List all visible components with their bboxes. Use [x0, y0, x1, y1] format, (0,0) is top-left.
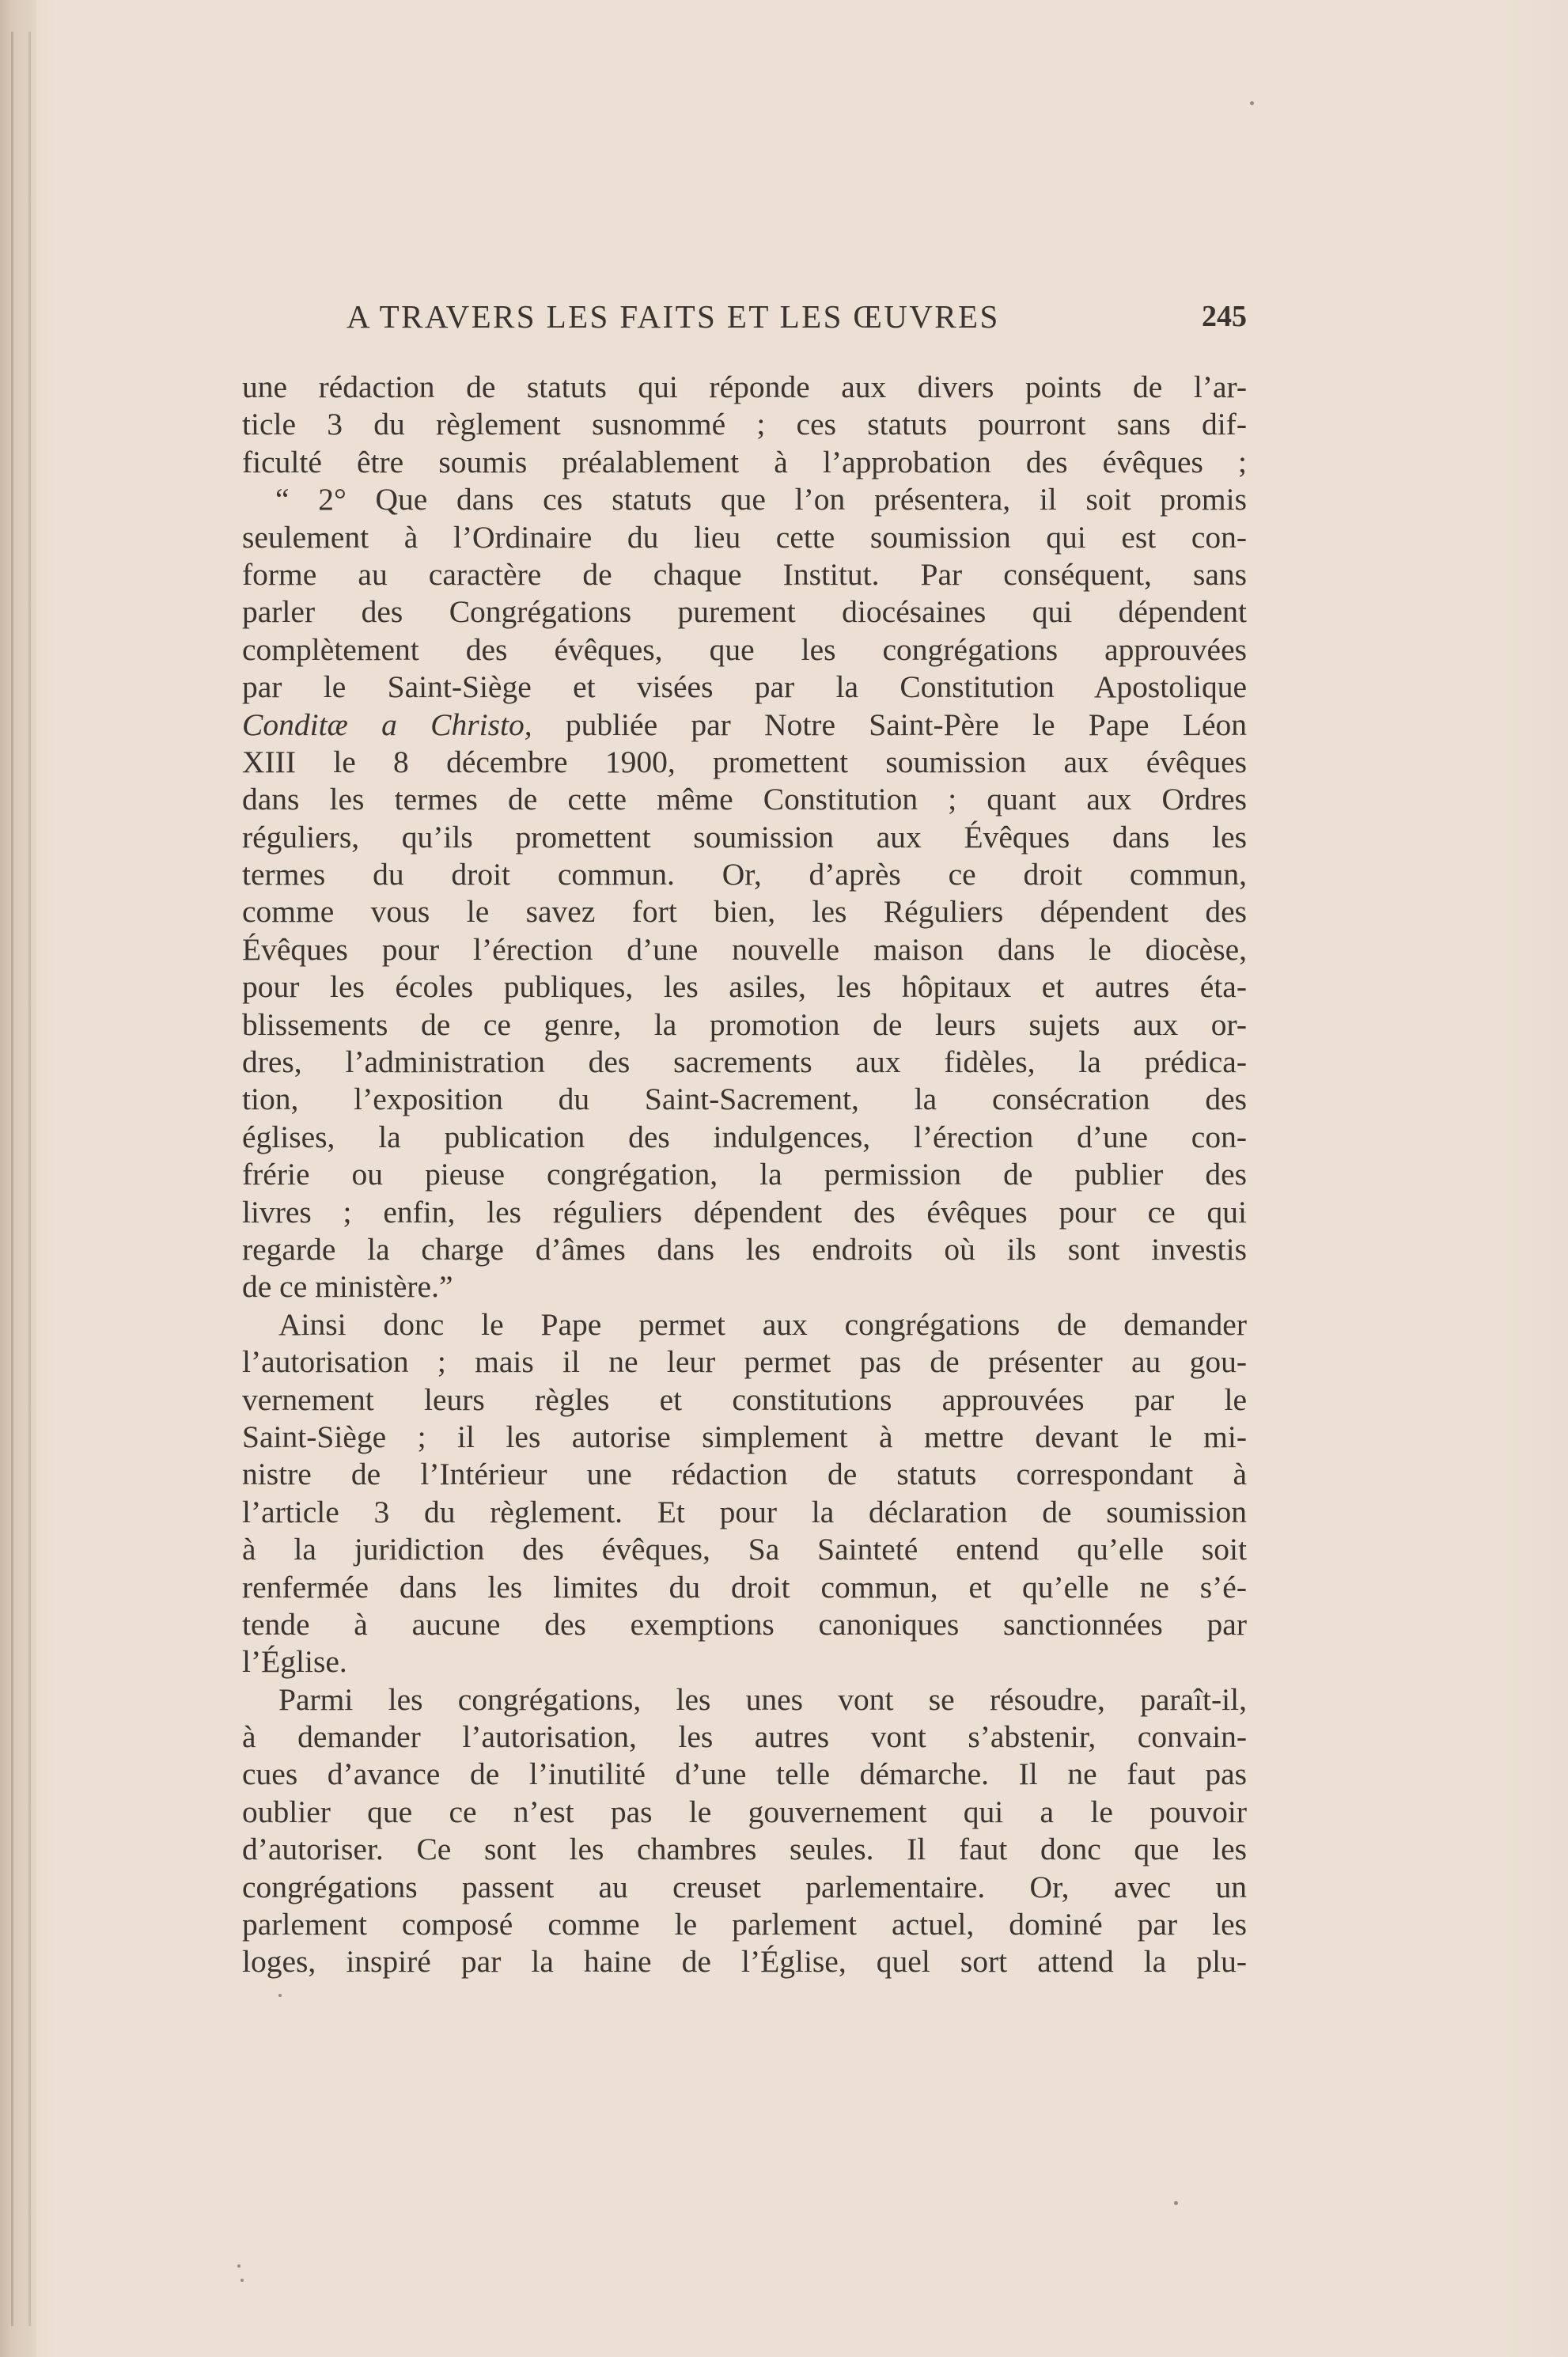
text-line: seulement à l’Ordinaire du lieu cette soumission qui est con-: [242, 519, 1247, 555]
text-line: par le Saint-Siège et visées par la Constitution Apostolique: [242, 669, 1247, 705]
text-line: pour les écoles publiques, les asiles, les hôpitaux et autres éta-: [242, 969, 1247, 1005]
paper-speck: [278, 1994, 282, 1997]
text-line: forme au caractère de chaque Institut. Par conséquent, sans: [242, 556, 1247, 592]
italic-title: Conditæ a Christo,: [242, 707, 532, 742]
text-line: l’autorisation ; mais il ne leur permet pas de présenter au gou-: [242, 1344, 1247, 1380]
text-line: complètement des évêques, que les congrégations approuvées: [242, 631, 1247, 667]
page-gutter: [0, 0, 36, 2357]
running-title: A TRAVERS LES FAITS ET LES ŒUVRES: [347, 298, 1000, 335]
text-line: XIII le 8 décembre 1900, promettent soumission aux évêques: [242, 744, 1247, 779]
text-line: vernement leurs règles et constitutions approuvées par le: [242, 1381, 1247, 1417]
text-line: parlement composé comme le parlement actuel, dominé par les: [242, 1907, 1247, 1942]
text-line: regarde la charge d’âmes dans les endroits où ils sont investis: [242, 1231, 1247, 1267]
paper-speck: [241, 2279, 244, 2282]
text-line: loges, inspiré par la haine de l’Église, quel sort attend la plu-: [242, 1944, 1247, 1980]
gutter-shadow-line: [28, 32, 31, 2326]
text-line: congrégations passent au creuset parlementaire. Or, avec un: [242, 1869, 1247, 1904]
text-line: de ce ministère.”: [242, 1269, 453, 1305]
text-line: comme vous le savez fort bien, les Réguliers dépendent des: [242, 894, 1247, 930]
text-line: à demander l’autorisation, les autres vont s’abstenir, convain-: [242, 1719, 1247, 1755]
text-line: églises, la publication des indulgences, l’érection d’une con-: [242, 1119, 1247, 1154]
text-line-italic-start: Conditæ a Christo, publiée par Notre Saint-Père le Pape Léon: [242, 707, 1247, 742]
text-line: l’Église.: [242, 1644, 347, 1680]
text-line: dans les termes de cette même Constitution ; quant aux Ordres: [242, 782, 1247, 817]
body-text: [242, 369, 1247, 1981]
gutter-shadow-line: [11, 32, 13, 2326]
text-line: termes du droit commun. Or, d’après ce droit commun,: [242, 857, 1247, 892]
text-line: cues d’avance de l’inutilité d’une telle démarche. Il ne faut pas: [242, 1756, 1247, 1792]
text-line: une rédaction de statuts qui réponde aux divers points de l’ar-: [242, 369, 1247, 404]
text-line: parler des Congrégations purement diocésaines qui dépendent: [242, 594, 1247, 630]
text-line: Évêques pour l’érection d’une nouvelle maison dans le diocèse,: [242, 931, 1247, 967]
text-line: frérie ou pieuse congrégation, la permission de publier des: [242, 1157, 1247, 1192]
text-line: ticle 3 du règlement susnommé ; ces statuts pourront sans dif-: [242, 407, 1247, 442]
text-line: “ 2° Que dans ces statuts que l’on présentera, il soit promis: [275, 482, 1247, 517]
text-line: dres, l’administration des sacrements aux fidèles, la prédica-: [242, 1044, 1247, 1080]
text-line: livres ; enfin, les réguliers dépendent des évêques pour ce qui: [242, 1194, 1247, 1230]
paper-speck: [1174, 2201, 1178, 2205]
text-line: tende à aucune des exemptions canoniques sanctionnées par: [242, 1606, 1247, 1642]
paragraph-start-line: Parmi les congrégations, les unes vont se résoudre, paraît-il,: [278, 1681, 1247, 1717]
text-line: Saint-Siège ; il les autorise simplement à mettre devant le mi-: [242, 1419, 1247, 1454]
text-line: l’article 3 du règlement. Et pour la déclaration de soumission: [242, 1494, 1247, 1529]
text-line: blissements de ce genre, la promotion de leurs sujets aux or-: [242, 1006, 1247, 1042]
text-line: ficulté être soumis préalablement à l’approbation des évêques ;: [242, 444, 1247, 479]
text-line: tion, l’exposition du Saint-Sacrement, la consécration des: [242, 1082, 1247, 1117]
paragraph-start-line: Ainsi donc le Pape permet aux congrégations de demander: [278, 1306, 1247, 1342]
text-line: nistre de l’Intérieur une rédaction de statuts correspondant à: [242, 1457, 1247, 1492]
paper-speck: [237, 2264, 241, 2268]
text-line: réguliers, qu’ils promettent soumission aux Évêques dans les: [242, 819, 1247, 855]
page-header: [347, 294, 1247, 339]
text-line: renfermée dans les limites du droit commun, et qu’elle ne s’é-: [242, 1569, 1247, 1605]
text-line: à la juridiction des évêques, Sa Sainteté entend qu’elle soit: [242, 1532, 1247, 1567]
page-number: 245: [1202, 300, 1247, 333]
text-line: d’autoriser. Ce sont les chambres seules. Il faut donc que les: [242, 1832, 1247, 1867]
paper-speck: [1250, 101, 1254, 105]
text-line: oublier que ce n’est pas le gouvernement qui a le pouvoir: [242, 1794, 1247, 1829]
